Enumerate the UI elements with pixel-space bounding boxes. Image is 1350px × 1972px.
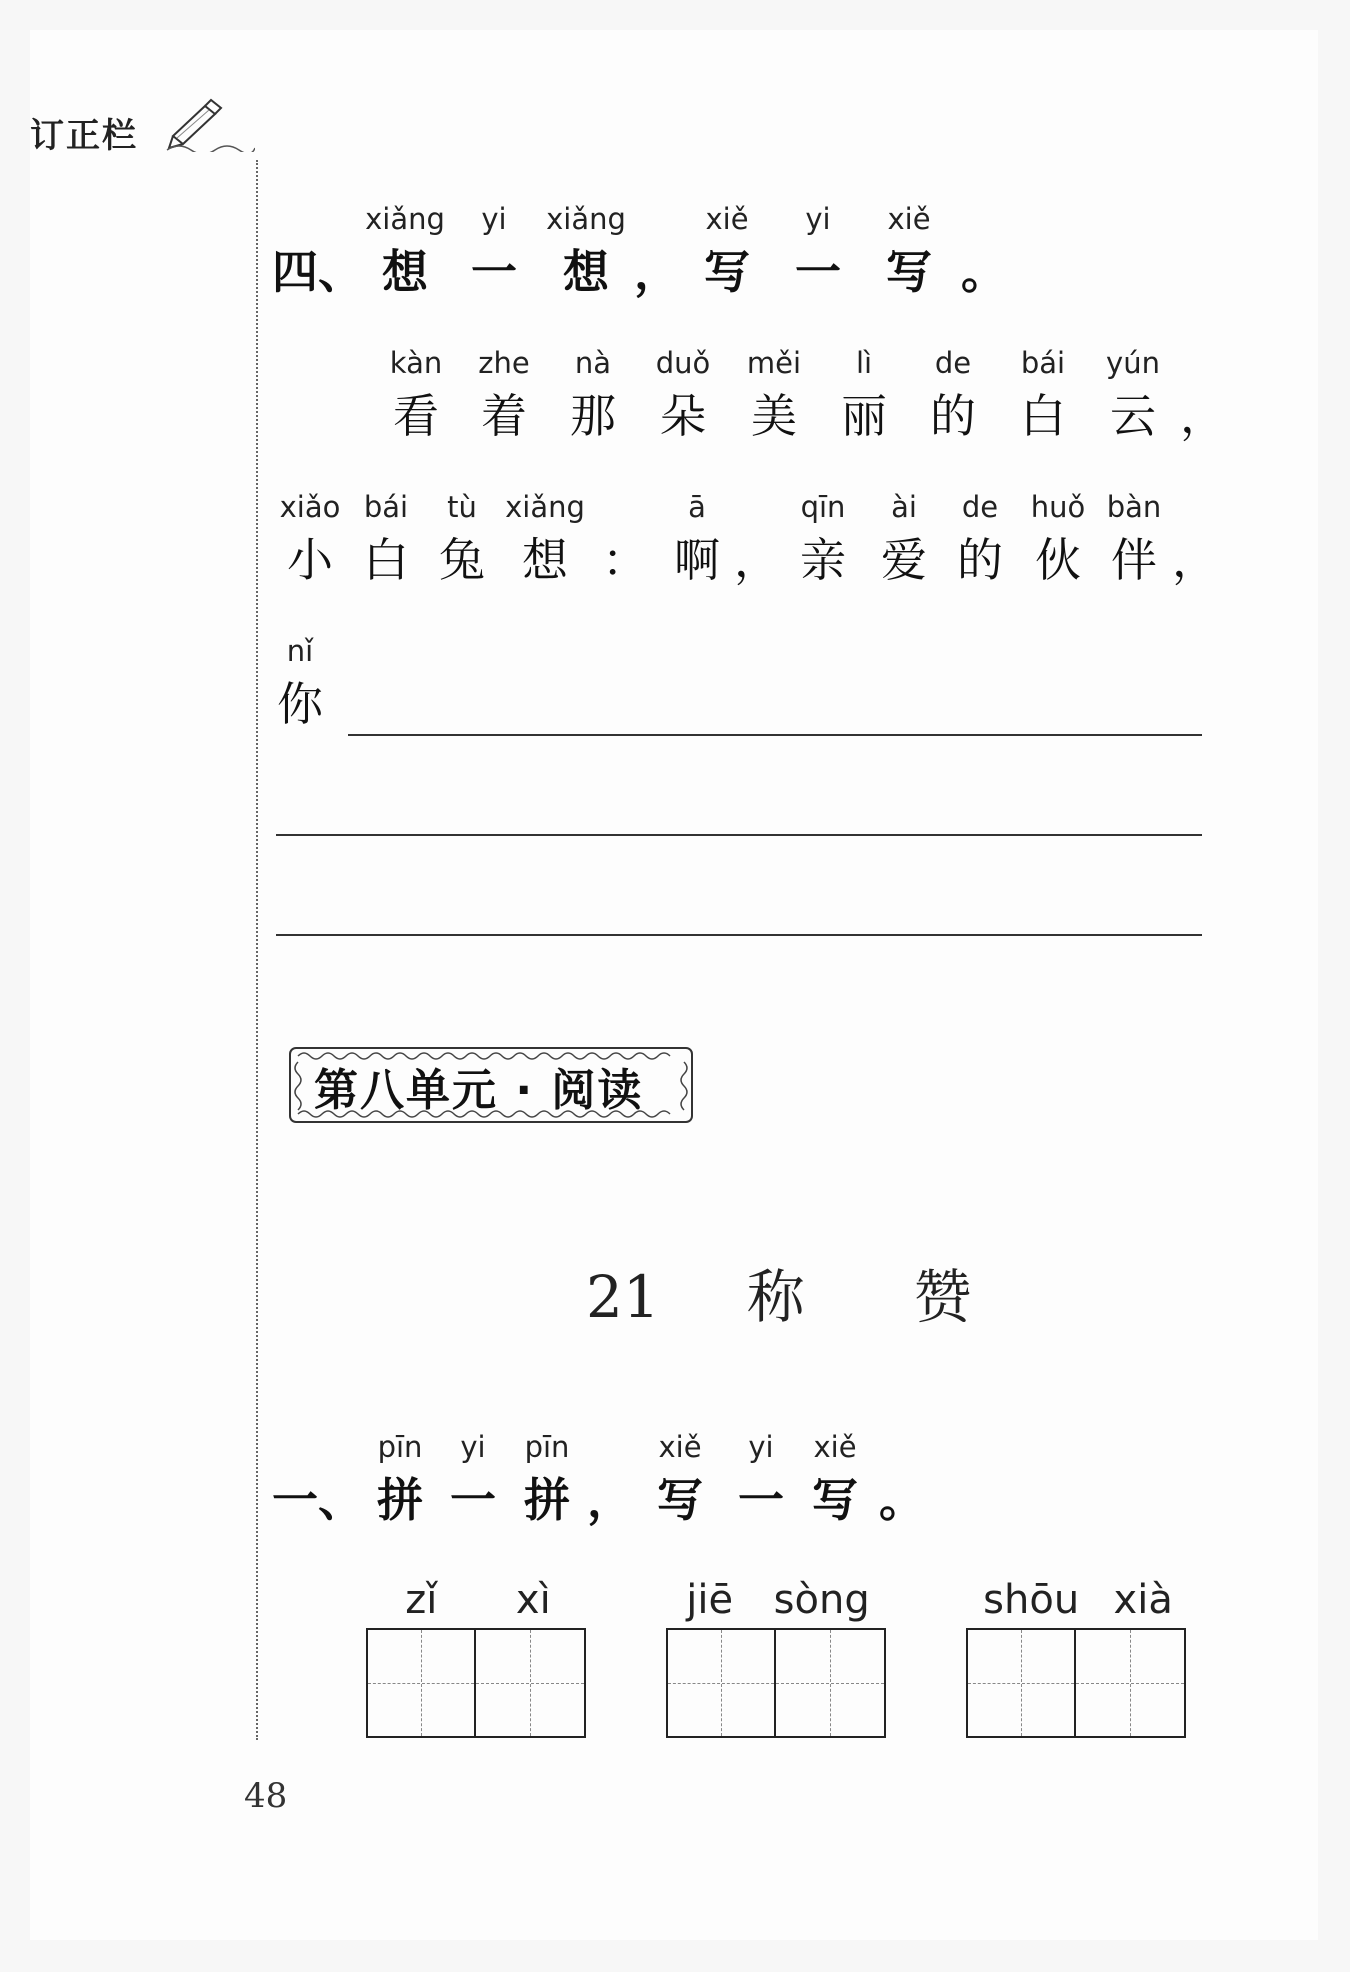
pinyin-char-cell [500, 484, 590, 590]
hanzi: 。 [879, 1473, 925, 1527]
hanzi: 。 [961, 245, 1007, 299]
pinyin [584, 1424, 636, 1470]
pinyin: nǐ [286, 634, 314, 668]
pinyin-char-cell [1018, 484, 1098, 590]
unit-badge [284, 1042, 698, 1128]
pinyin: xiǎng [546, 202, 626, 236]
pinyin: huǒ [1030, 490, 1086, 524]
hanzi: 拼 [524, 1473, 570, 1527]
pinyin-char-cell [728, 340, 820, 446]
hanzi: 写 [704, 245, 750, 299]
hanzi: ， [734, 533, 780, 587]
pinyin-char-cell [798, 1424, 872, 1530]
pinyin: xiě [887, 202, 931, 236]
pinyin: pīn [524, 1430, 570, 1464]
pinyin-char-cell [372, 340, 460, 446]
pinyin: de [961, 490, 999, 524]
hanzi: ， [587, 1473, 633, 1527]
hanzi: 你 [277, 677, 323, 731]
pinyin-char-cell [632, 196, 682, 302]
hanzi: 那 [570, 389, 616, 443]
hanzi: 四、 [272, 245, 364, 299]
page-number: 48 [244, 1776, 288, 1816]
hanzi: 一 [450, 1473, 496, 1527]
pinyin: bái [363, 490, 409, 524]
pinyin: zhe [478, 346, 530, 380]
pinyin-char-cell [272, 628, 328, 734]
hanzi: 一 [738, 1473, 784, 1527]
hanzi: ： [602, 533, 648, 587]
pinyin-char-cell [772, 196, 864, 302]
lesson-title-char-1: 称 [746, 1263, 805, 1331]
writing-box[interactable] [776, 1628, 886, 1738]
grid-word-1-pinyin-2: xì [515, 1577, 551, 1623]
pinyin: yi [805, 202, 831, 236]
pinyin-char-cell [272, 196, 362, 302]
hanzi: 朵 [660, 389, 706, 443]
pinyin: xiǎng [505, 490, 585, 524]
pinyin-char-cell [954, 196, 1014, 302]
pinyin: ài [891, 490, 917, 524]
hanzi: ， [634, 245, 680, 299]
pinyin: qīn [800, 490, 846, 524]
pinyin [954, 196, 1014, 242]
pinyin-char-cell [460, 340, 548, 446]
lesson-title [586, 1250, 972, 1334]
pinyin-char-cell [448, 196, 540, 302]
pinyin: yún [1106, 346, 1160, 380]
pinyin-char-cell [724, 1424, 798, 1530]
hanzi: 亲 [800, 533, 846, 587]
hanzi: 啊 [674, 533, 720, 587]
pinyin-char-cell [638, 340, 728, 446]
pinyin: nà [574, 346, 612, 380]
writing-box[interactable] [366, 1628, 476, 1738]
pinyin [272, 1424, 364, 1470]
answer-line-3[interactable] [276, 934, 1202, 936]
pinyin: ā [688, 490, 706, 524]
pinyin: měi [746, 346, 802, 380]
hanzi: 拼 [377, 1473, 423, 1527]
pinyin: duǒ [655, 346, 711, 380]
pinyin-char-cell [1170, 484, 1220, 590]
prompt-line-1 [372, 340, 1228, 446]
section-heading-think-write [272, 196, 1014, 302]
pinyin [272, 196, 362, 242]
pinyin-char-cell [540, 196, 632, 302]
answer-line-1[interactable] [348, 734, 1202, 736]
writing-box[interactable] [1076, 1628, 1186, 1738]
pinyin-char-cell [660, 484, 734, 590]
pinyin-char-cell [362, 196, 448, 302]
pinyin-char-cell [780, 484, 866, 590]
pinyin: bái [1020, 346, 1066, 380]
grid-word-3-pinyin-2: xià [1113, 1577, 1173, 1623]
hanzi: 想 [382, 245, 428, 299]
pinyin [872, 1424, 932, 1470]
hanzi: 伙 [1035, 533, 1081, 587]
hanzi: 写 [812, 1473, 858, 1527]
hanzi: 丽 [841, 389, 887, 443]
pinyin-char-cell [510, 1424, 584, 1530]
pinyin-char-cell [872, 1424, 932, 1530]
hanzi: 美 [751, 389, 797, 443]
pinyin-char-cell [866, 484, 942, 590]
writing-box[interactable] [966, 1628, 1076, 1738]
correction-column-label: 订正栏 [30, 116, 138, 156]
pinyin-char-cell [734, 484, 780, 590]
hanzi: 写 [886, 245, 932, 299]
hanzi: ， [1172, 533, 1218, 587]
pinyin-char-cell [584, 1424, 636, 1530]
writing-box[interactable] [476, 1628, 586, 1738]
pinyin-char-cell [636, 1424, 724, 1530]
pinyin-char-cell [1178, 340, 1228, 446]
pinyin: xiě [658, 1430, 702, 1464]
writing-box[interactable] [666, 1628, 776, 1738]
pinyin-char-cell [1098, 484, 1170, 590]
hanzi: 的 [930, 389, 976, 443]
prompt-line-3 [272, 628, 328, 734]
pencil-icon [165, 92, 255, 152]
pinyin-char-cell [348, 484, 424, 590]
hanzi: 云 [1110, 389, 1156, 443]
pinyin: lì [855, 346, 873, 380]
pinyin-char-cell [820, 340, 908, 446]
pinyin-char-cell [864, 196, 954, 302]
pinyin-char-cell [424, 484, 500, 590]
pinyin: xiǎng [365, 202, 445, 236]
pinyin-char-cell [1088, 340, 1178, 446]
pinyin [632, 196, 682, 242]
hanzi: 着 [481, 389, 527, 443]
pinyin [1178, 340, 1228, 386]
pinyin [590, 484, 660, 530]
pinyin: yi [748, 1430, 774, 1464]
pinyin: pīn [377, 1430, 423, 1464]
hanzi: 兔 [439, 533, 485, 587]
grid-word-2-pinyin-2: sòng [773, 1577, 870, 1623]
pinyin: yi [481, 202, 507, 236]
hanzi: 小 [287, 533, 333, 587]
hanzi: ， [1180, 389, 1226, 443]
grid-word-2 [666, 1572, 890, 1738]
grid-word-1-pinyin-1: zǐ [405, 1577, 438, 1623]
hanzi: 想 [563, 245, 609, 299]
grid-word-3 [966, 1572, 1190, 1738]
answer-line-2[interactable] [276, 834, 1202, 836]
pinyin-char-cell [436, 1424, 510, 1530]
hanzi: 白 [363, 533, 409, 587]
pinyin: xiě [705, 202, 749, 236]
unit-title: 第八单元 · 阅读 [314, 1065, 644, 1116]
section-heading-spell-write [272, 1424, 932, 1530]
pinyin [1170, 484, 1220, 530]
grid-word-2-pinyin-1: jiē [686, 1577, 734, 1623]
pinyin: bàn [1106, 490, 1162, 524]
hanzi: 想 [522, 533, 568, 587]
pinyin-char-cell [364, 1424, 436, 1530]
pinyin: xiě [813, 1430, 857, 1464]
pinyin: xiǎo [279, 490, 341, 524]
hanzi: 爱 [881, 533, 927, 587]
grid-word-1 [366, 1572, 590, 1738]
pinyin-char-cell [682, 196, 772, 302]
pinyin-char-cell [272, 1424, 364, 1530]
lesson-number: 21 [586, 1263, 660, 1331]
pinyin-char-cell [998, 340, 1088, 446]
grid-word-3-pinyin-1: shōu [983, 1577, 1080, 1623]
hanzi: 看 [393, 389, 439, 443]
pinyin: kàn [389, 346, 443, 380]
hanzi: 的 [957, 533, 1003, 587]
pinyin: de [934, 346, 972, 380]
pinyin-char-cell [908, 340, 998, 446]
hanzi: 伴 [1111, 533, 1157, 587]
hanzi: 写 [657, 1473, 703, 1527]
pinyin-char-cell [590, 484, 660, 590]
prompt-line-2 [272, 484, 1220, 590]
pinyin-char-cell [272, 484, 348, 590]
hanzi: 一 [795, 245, 841, 299]
pinyin-char-cell [942, 484, 1018, 590]
pinyin: yi [460, 1430, 486, 1464]
margin-divider [256, 160, 258, 1740]
lesson-title-char-2: 赞 [913, 1263, 972, 1331]
pinyin-char-cell [548, 340, 638, 446]
hanzi: 一 [471, 245, 517, 299]
hanzi: 白 [1020, 389, 1066, 443]
pinyin [734, 484, 780, 530]
hanzi: 一、 [272, 1473, 364, 1527]
pinyin: tù [447, 490, 477, 524]
